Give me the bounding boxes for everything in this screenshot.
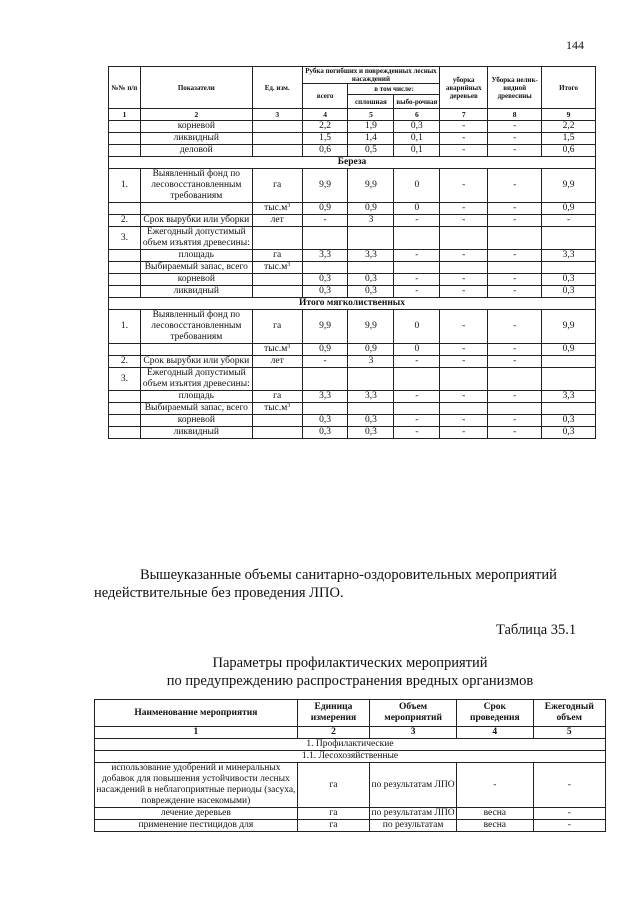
row-value: 1,5: [542, 133, 596, 145]
row-unit: [252, 274, 302, 286]
row-value: [394, 227, 440, 250]
row-value: 0,3: [394, 121, 440, 133]
row-annual: -: [533, 808, 605, 820]
paragraph: Вышеуказанные объемы санитарно-оздоровительных мероприятий недействительные без проведения ЛПО.: [94, 567, 557, 601]
row-value: -: [440, 391, 488, 403]
row-unit: [252, 121, 302, 133]
row-label: [140, 344, 252, 356]
row-value: -: [488, 415, 542, 427]
row-unit: [252, 227, 302, 250]
row-unit: [252, 145, 302, 157]
row-value: 9,9: [348, 310, 394, 344]
row-value: 0: [394, 344, 440, 356]
row-value: [440, 262, 488, 274]
column-number: 5: [348, 109, 394, 121]
header-total: всего: [302, 84, 348, 109]
column-header: Наименование мероприятия: [95, 700, 298, 727]
table-row: [109, 356, 596, 368]
row-label: площадь: [140, 250, 252, 262]
row-value: -: [394, 391, 440, 403]
row-value: [542, 356, 596, 368]
row-name: лечение деревьев: [95, 808, 298, 820]
row-number: [109, 286, 141, 298]
row-value: [542, 368, 596, 391]
row-value: 0,3: [302, 286, 348, 298]
row-value: 1,9: [348, 121, 394, 133]
row-value: 0,3: [348, 286, 394, 298]
row-number: [109, 133, 141, 145]
row-number: 1.: [109, 310, 141, 344]
row-value: -: [488, 145, 542, 157]
row-value: [348, 262, 394, 274]
row-value: -: [394, 274, 440, 286]
row-value: -: [394, 415, 440, 427]
row-term: весна: [457, 820, 534, 832]
row-value: -: [440, 344, 488, 356]
row-value: -: [488, 250, 542, 262]
row-value: -: [440, 286, 488, 298]
column-number: 3: [370, 727, 457, 739]
row-value: -: [488, 356, 542, 368]
row-unit: лет: [252, 356, 302, 368]
table-row: [109, 203, 596, 215]
row-value: -: [440, 427, 488, 439]
row-value: -: [440, 121, 488, 133]
row-value: [394, 403, 440, 415]
row-value: -: [440, 203, 488, 215]
row-number: [109, 203, 141, 215]
column-number: 4: [457, 727, 534, 739]
row-value: 0,9: [542, 344, 596, 356]
row-value: 9,9: [302, 310, 348, 344]
row-unit: [252, 415, 302, 427]
row-value: 0,3: [302, 274, 348, 286]
row-value: 0,9: [348, 203, 394, 215]
row-value: 3,3: [348, 391, 394, 403]
table-row: [109, 169, 596, 203]
row-value: 0,9: [302, 203, 348, 215]
row-name: использование удобрений и минеральных добавок для повышения устойчивости лесных насаждений в неблагоприятные периоды (засуха, повреждение насекомыми): [96, 763, 296, 806]
header-incl: в том числе:: [348, 84, 440, 95]
row-value: 3,3: [348, 250, 394, 262]
section-birch: Береза: [109, 157, 596, 169]
row-value: -: [440, 250, 488, 262]
row-label: Выявленный фонд по лесовосстановленным требованиям: [140, 169, 252, 203]
row-value: [488, 368, 542, 391]
row-label: Выбираемый запас, всего: [140, 403, 252, 415]
row-number: [109, 121, 141, 133]
row-value: [488, 227, 542, 250]
row-value: -: [488, 274, 542, 286]
row-value: 0,3: [348, 427, 394, 439]
header-windfall: Уборка нелик-видной древесины: [488, 67, 542, 109]
row-value: [440, 403, 488, 415]
row-value: [440, 227, 488, 250]
row-annual: -: [533, 763, 605, 808]
row-value: -: [440, 145, 488, 157]
header-emergency: уборка аварийных деревьев: [440, 67, 488, 109]
section-soft: Итого мягколиственных: [109, 298, 596, 310]
row-unit: [252, 427, 302, 439]
column-number: 2: [140, 109, 252, 121]
table-row: [109, 427, 596, 439]
row-value: [302, 262, 348, 274]
row-value: 0,3: [542, 274, 596, 286]
row-value: [394, 368, 440, 391]
forest-indicators-table: [108, 66, 596, 439]
row-value: 3: [348, 215, 394, 227]
header-selective: выбо-рочная: [394, 95, 440, 109]
row-value: 0,6: [542, 145, 596, 157]
row-value: [348, 227, 394, 250]
row-value: -: [394, 356, 440, 368]
row-value: -: [394, 250, 440, 262]
row-value: 2,2: [542, 121, 596, 133]
table-row: [109, 403, 596, 415]
row-value: [302, 227, 348, 250]
table-row: [109, 391, 596, 403]
row-value: 0,3: [348, 274, 394, 286]
row-volume: по результатам ЛПО: [371, 808, 455, 818]
header-indicator: Показатели: [140, 67, 252, 109]
row-value: 9,9: [302, 169, 348, 203]
table-row: [109, 133, 596, 145]
row-value: -: [302, 356, 348, 368]
row-value: -: [440, 133, 488, 145]
row-number: 2.: [109, 215, 141, 227]
row-unit: [252, 286, 302, 298]
column-number: 4: [302, 109, 348, 121]
row-value: [542, 227, 596, 250]
row-value: [348, 403, 394, 415]
row-value: -: [488, 286, 542, 298]
title-line-1: Параметры профилактических мероприятий: [212, 655, 488, 671]
row-value: -: [488, 169, 542, 203]
row-unit: [252, 133, 302, 145]
row-value: -: [440, 310, 488, 344]
row-label: Выявленный фонд по лесовосстановленным требованиям: [140, 310, 252, 344]
row-label: ликвидный: [140, 133, 252, 145]
row-value: 9,9: [348, 169, 394, 203]
prevention-table: [94, 699, 606, 832]
row-value: [488, 262, 542, 274]
row-value: 2,2: [302, 121, 348, 133]
row-value: 0: [394, 169, 440, 203]
row-label: ликвидный: [140, 427, 252, 439]
page-number: 144: [566, 38, 584, 52]
row-label: Выбираемый запас, всего: [140, 262, 252, 274]
row-value: -: [488, 427, 542, 439]
header-felling: Рубка погибших и поврежденных лесных насаждений: [302, 67, 440, 84]
row-value: 9,9: [542, 310, 596, 344]
row-unit: га: [252, 250, 302, 262]
row-value: 3,3: [302, 250, 348, 262]
row-value: -: [488, 203, 542, 215]
row-value: 1,4: [348, 133, 394, 145]
row-value: -: [488, 121, 542, 133]
row-value: -: [440, 415, 488, 427]
row-value: 0,3: [542, 427, 596, 439]
row-value: -: [542, 215, 596, 227]
row-value: -: [394, 286, 440, 298]
row-value: 0,6: [302, 145, 348, 157]
row-value: 0,9: [542, 203, 596, 215]
row-value: [488, 403, 542, 415]
row-label: корневой: [140, 274, 252, 286]
row-unit: га: [252, 169, 302, 203]
row-value: 1,5: [302, 133, 348, 145]
table-row: [95, 808, 606, 820]
table-row: [109, 227, 596, 250]
table-row: [95, 820, 606, 832]
row-label: Ежегодный допустимый объем изъятия древесины:: [140, 368, 252, 391]
row-unit: га: [252, 391, 302, 403]
row-value: 0: [394, 310, 440, 344]
section-prophylactic: 1. Профилактические: [95, 739, 606, 751]
row-number: [109, 274, 141, 286]
row-value: [302, 403, 348, 415]
table-row: [109, 274, 596, 286]
column-number: 1: [95, 727, 298, 739]
row-value: -: [394, 215, 440, 227]
row-value: 0,1: [394, 133, 440, 145]
row-value: [542, 262, 596, 274]
row-value: 0,3: [348, 415, 394, 427]
row-value: 0,3: [302, 427, 348, 439]
table-row: [109, 262, 596, 274]
row-value: -: [440, 274, 488, 286]
row-value: 0,3: [542, 286, 596, 298]
section-forestry: 1.1. Лесохозяйственные: [95, 751, 606, 763]
table-row: [109, 145, 596, 157]
table-row: [109, 250, 596, 262]
row-label: деловой: [140, 145, 252, 157]
header-clear: сплошная: [348, 95, 394, 109]
row-unit: га: [297, 808, 369, 820]
row-number: 2.: [109, 356, 141, 368]
table-row: [109, 344, 596, 356]
column-header: Объем мероприятий: [370, 700, 457, 727]
row-label: Ежегодный допустимый объем изъятия древесины:: [140, 227, 252, 250]
row-number: 3.: [109, 368, 141, 391]
row-label: Срок вырубки или уборки: [140, 356, 252, 368]
row-value: 0,5: [348, 145, 394, 157]
row-unit: $тыс.м^3$: [252, 203, 302, 215]
row-label: площадь: [140, 391, 252, 403]
row-number: [109, 145, 141, 157]
column-number: 6: [394, 109, 440, 121]
row-number: [109, 262, 141, 274]
row-value: [440, 368, 488, 391]
row-value: [394, 262, 440, 274]
row-number: 3.: [109, 227, 141, 250]
row-unit: $тыс.м^3$: [252, 262, 302, 274]
row-unit: $тыс.м^3$: [252, 344, 302, 356]
row-number: [109, 391, 141, 403]
table-caption: Таблица 35.1: [496, 622, 577, 638]
column-number: 2: [297, 727, 369, 739]
row-label: [140, 203, 252, 215]
row-label: корневой: [140, 121, 252, 133]
row-value: -: [440, 215, 488, 227]
column-number: 3: [252, 109, 302, 121]
column-number: 9: [542, 109, 596, 121]
row-label: Срок вырубки или уборки: [140, 215, 252, 227]
row-unit: га: [297, 820, 369, 832]
header-unit: Ед. изм.: [252, 67, 302, 109]
row-unit: га: [252, 310, 302, 344]
row-value: [542, 403, 596, 415]
table-row: [109, 215, 596, 227]
table-row: [109, 415, 596, 427]
column-number: 8: [488, 109, 542, 121]
row-unit: га: [297, 763, 369, 808]
row-value: [348, 368, 394, 391]
row-value: 0,9: [348, 344, 394, 356]
table-row: [109, 310, 596, 344]
row-value: 3,3: [542, 250, 596, 262]
row-number: [109, 344, 141, 356]
column-number: 1: [109, 109, 141, 121]
column-header: Ежегодный объем: [533, 700, 605, 727]
column-header: Единица измерения: [297, 700, 369, 727]
row-label: ликвидный: [140, 286, 252, 298]
row-value: -: [440, 356, 488, 368]
row-number: [109, 415, 141, 427]
row-value: 3,3: [542, 391, 596, 403]
row-value: -: [488, 391, 542, 403]
table-row: [95, 763, 606, 808]
row-value: 0,3: [302, 415, 348, 427]
row-term: -: [457, 763, 534, 808]
table-title: [100, 654, 600, 690]
row-value: 0,3: [542, 415, 596, 427]
row-value: 0,9: [302, 344, 348, 356]
row-annual: -: [533, 820, 605, 832]
row-value: -: [302, 215, 348, 227]
title-line-2: по предупреждению распространения вредных организмов: [166, 673, 534, 689]
row-value: 0,1: [394, 145, 440, 157]
row-label: корневой: [140, 415, 252, 427]
row-value: -: [488, 133, 542, 145]
table-row: [109, 121, 596, 133]
row-volume: по результатам: [370, 820, 457, 832]
row-value: -: [440, 169, 488, 203]
row-number: [109, 427, 141, 439]
row-number: [109, 250, 141, 262]
row-value: 3: [348, 356, 394, 368]
row-value: 9,9: [542, 169, 596, 203]
table-row: [109, 286, 596, 298]
row-number: 1.: [109, 169, 141, 203]
row-volume: по результатам ЛПО: [370, 763, 457, 808]
row-value: [302, 368, 348, 391]
row-unit: лет: [252, 215, 302, 227]
row-term: весна: [457, 808, 534, 820]
row-value: -: [394, 427, 440, 439]
row-unit: $тыс.м^3$: [252, 403, 302, 415]
table-row: [109, 368, 596, 391]
row-value: -: [488, 310, 542, 344]
row-number: [109, 403, 141, 415]
row-name: применение пестицидов для: [95, 820, 298, 832]
row-value: 3,3: [302, 391, 348, 403]
column-number: 7: [440, 109, 488, 121]
row-value: -: [488, 344, 542, 356]
row-value: 0: [394, 203, 440, 215]
column-number: 5: [533, 727, 605, 739]
row-value: -: [488, 215, 542, 227]
header-num: №№ п/п: [109, 67, 141, 109]
row-unit: [252, 368, 302, 391]
column-header: Срок проведения: [457, 700, 534, 727]
header-itogo: Итого: [542, 67, 596, 109]
